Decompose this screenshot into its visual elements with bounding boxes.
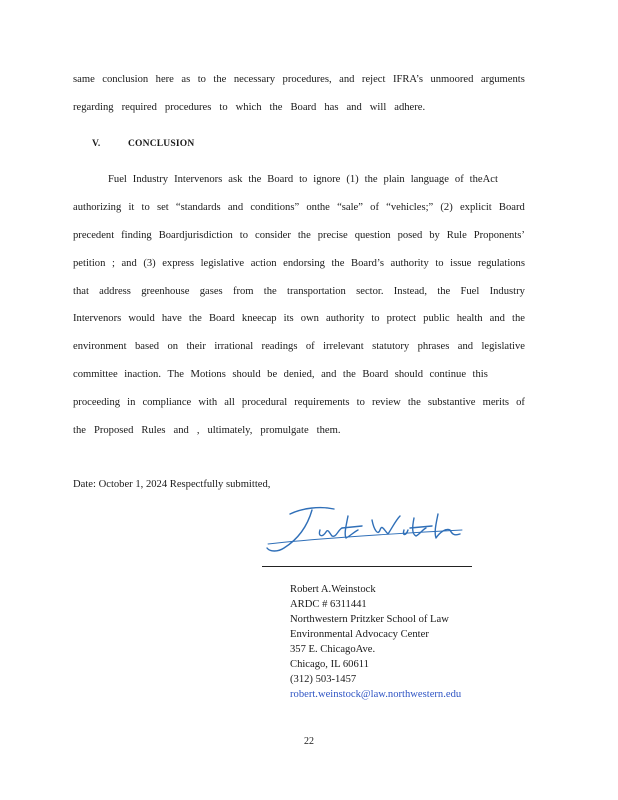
paragraph-line: authorizing it to set “standards and conditions” onthe “sale” of “vehicles;” (2) explicit Board [73,202,525,213]
paragraph-line: that address greenhouse gases from the transportation sector. Instead, the Fuel Industry [73,286,525,297]
paragraph-line: Intervenors would have the Board kneecap its own authority to protect public health and the [73,313,525,324]
page-number: 22 [304,736,314,747]
paragraph-line: Fuel Industry Intervenors ask the Board to ignore (1) the plain language of theAct [108,174,498,185]
signature-block [290,582,461,702]
street-address: 357 E. ChicagoAve. [290,644,376,655]
paragraph-line: proceeding in compliance with all procedural requirements to review the substantive merits of [73,397,525,408]
school-name: Northwestern Pritzker School of Law [290,614,449,625]
date-line: Date: October 1, 2024 Respectfully submitted, [73,479,271,490]
section-title: CONCLUSION [128,139,195,149]
section-heading [92,139,194,149]
signature-line [262,566,472,567]
paragraph-line: committee inaction. The Motions should be denied, and the Board should continue this [73,369,488,380]
center-name: Environmental Advocacy Center [290,629,429,640]
intro-line: same conclusion here as to the necessary procedures, and reject IFRA’s unmoored arguments [73,74,525,85]
ardc-number: ARDC # 6311441 [290,599,367,610]
paragraph-line: petition ; and (3) express legislative action endorsing the Board’s authority to issue regulations [73,258,525,269]
section-number: V. [92,139,101,149]
phone-number: (312) 503-1457 [290,674,357,685]
paragraph-line: precedent finding Boardjurisdiction to consider the precise question posed by Rule Proponents’ [73,230,525,241]
intro-line: regarding required procedures to which the Board has and will adhere. [73,102,426,113]
paragraph-line: environment based on their irrational readings of irrelevant statutory phrases and legislative [73,341,525,352]
paragraph-line: the Proposed Rules and , ultimately, promulgate them. [73,425,341,436]
email-link[interactable]: robert.weinstock@law.northwestern.edu [290,689,462,700]
city-state-zip: Chicago, IL 60611 [290,659,369,670]
attorney-name: Robert A.Weinstock [290,584,376,595]
handwritten-signature [262,500,472,560]
